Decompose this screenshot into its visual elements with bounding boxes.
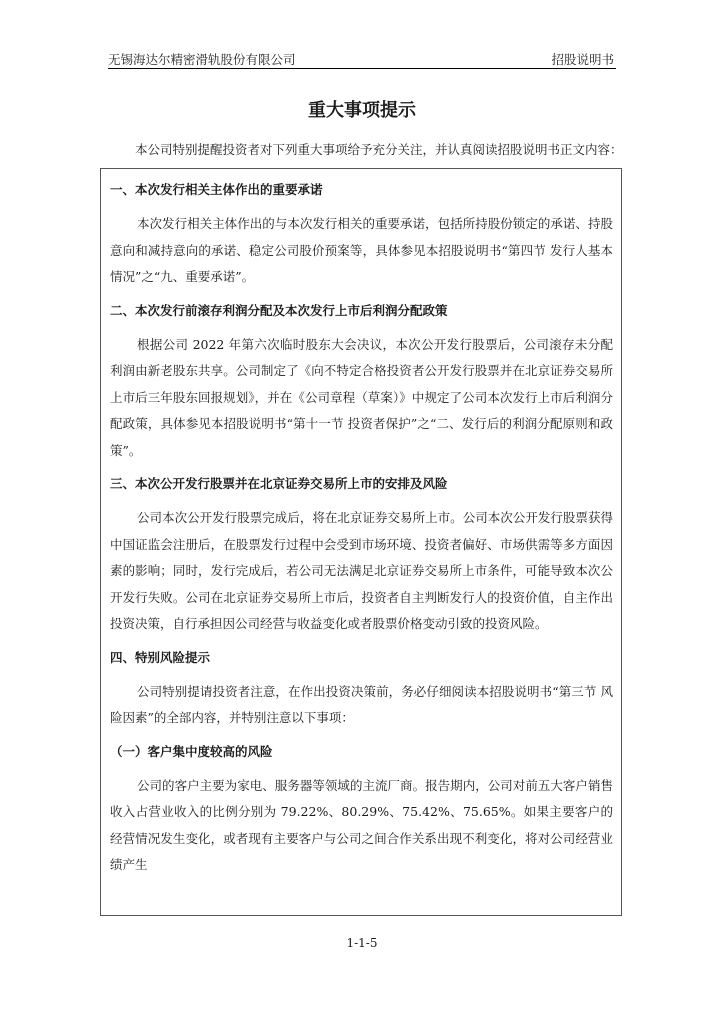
page-title: 重大事项提示	[308, 100, 416, 121]
section-heading-3: 三、本次公开发行股票并在北京证券交易所上市的安排及风险	[110, 476, 448, 491]
notice-content	[101, 169, 621, 879]
page-header	[108, 48, 616, 69]
section-paragraph-1: 本次发行相关主体作出的与本次发行相关的重要承诺，包括所持股份锁定的承诺、持股意向和减持意向的承诺、稳定公司股价预案等，具体参见本招股说明书“第四节 发行人基本情况”之“九、重要承诺”。	[110, 216, 613, 284]
section-paragraph-3: 公司本次公开发行股票完成后，将在北京证券交易所上市。公司本次公开发行股票获得中国证监会注册后，在股票发行过程中会受到市场环境、投资者偏好、市场供需等多方面因素的影响；同时，发行完成后，若公司无法满足北京证券交易所上市条件，可能导致本次公开发行失败。公司在北京证券交易所上市后，投资者自主判断发行人的投资价值，自主作出投资决策，自行承担因公司经营与收益变化或者股票价格变动引致的投资风险。	[110, 510, 613, 631]
subsection-paragraph-customer-risk: 公司的客户主要为家电、服务器等领域的主流厂商。报告期内，公司对前五大客户销售收入占营业收入的比例分别为 79.22%、80.29%、75.42%、75.65%。如果主要客户的经营情况发生变化，或者现有主要客户与公司之间合作关系出现不利变化，将对公司经营业绩产生	[110, 777, 613, 872]
section-heading-1: 一、本次发行相关主体作出的重要承诺	[110, 182, 323, 197]
intro-paragraph: 本公司特别提醒投资者对下列重大事项给予充分关注，并认真阅读招股说明书正文内容：	[135, 142, 623, 157]
header-company-name: 无锡海达尔精密滑轨股份有限公司	[108, 52, 296, 67]
page-number: 1-1-5	[346, 936, 378, 950]
section-paragraph-2: 根据公司 2022 年第六次临时股东大会决议，本次公开发行股票后，公司滚存未分配利润由新老股东共享。公司制定了《向不特定合格投资者公开发行股票并在北京证券交易所上市后三年股东回报规划》，并在《公司章程（草案）》中规定了公司本次发行上市后利润分配政策，具体参见本招股说明书“第十一节 投资者保护”之“二、发行后的利润分配原则和政策”。	[110, 336, 613, 458]
header-document-type: 招股说明书	[551, 52, 614, 67]
section-paragraph-4: 公司特别提请投资者注意，在作出投资决策前，务必仔细阅读本招股说明书“第三节 风险因素”的全部内容，并特别注意以下事项：	[110, 683, 613, 725]
section-heading-4: 四、特别风险提示	[110, 649, 211, 665]
notice-box	[100, 168, 622, 916]
section-heading-2: 二、本次发行前滚存利润分配及本次发行上市后利润分配政策	[110, 302, 448, 318]
subsection-heading-customer-risk: （一）客户集中度较高的风险	[110, 743, 273, 759]
